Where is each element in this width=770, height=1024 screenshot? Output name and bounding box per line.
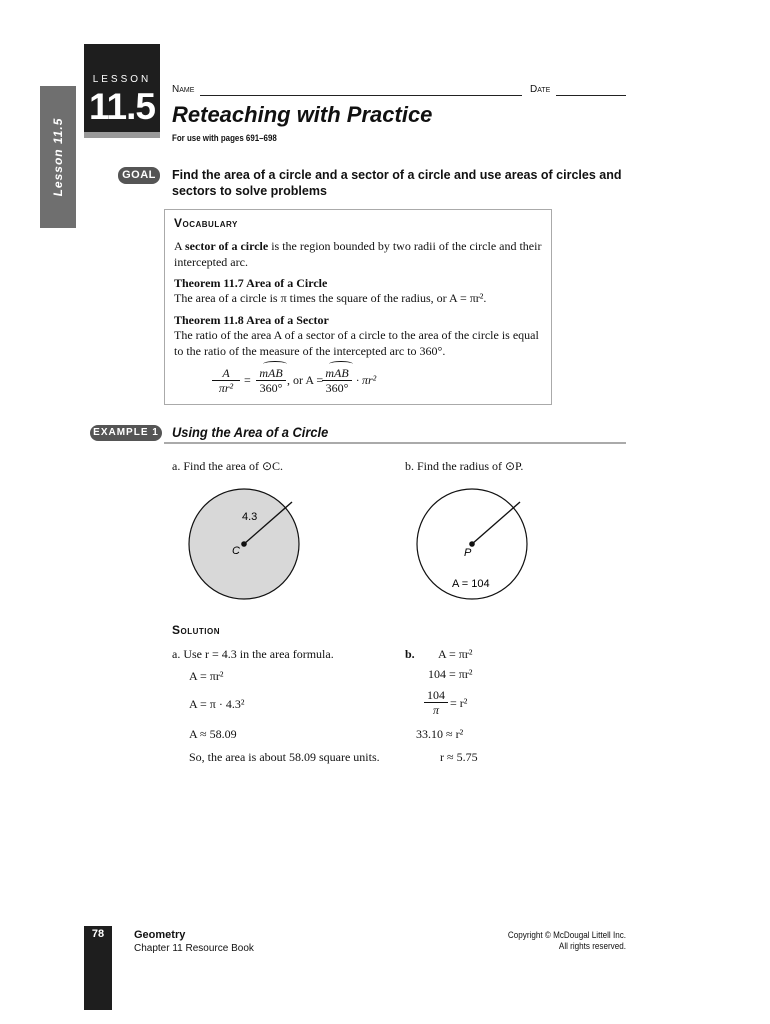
- formula-right-num: mAB: [325, 366, 349, 380]
- formula-lhs-fraction: [212, 366, 240, 395]
- theorem-11-7-text: The area of a circle is π times the square of the radius, or A = πr².: [174, 291, 487, 305]
- footer-book-title: Geometry: [134, 929, 186, 941]
- copyright-line1: Copyright © McDougal Littell Inc.: [507, 930, 626, 940]
- example-title: Using the Area of a Circle: [172, 424, 329, 440]
- date-label: Date: [530, 84, 551, 95]
- circle-p-diagram: [414, 486, 530, 602]
- formula-times-pi-r2: · πr²: [356, 373, 377, 387]
- solution-a-line3: A = π · 4.3²: [189, 697, 245, 711]
- vocabulary-heading: Vocabulary: [174, 216, 238, 230]
- solution-a-line2: A = πr²: [189, 669, 224, 683]
- center-point-p: [469, 541, 475, 547]
- center-label-c: C: [232, 545, 240, 557]
- use-pages-note: For use with pages 691–698: [172, 133, 277, 143]
- formula-equals: =: [244, 373, 251, 387]
- example-rule: [164, 442, 626, 444]
- theorem-11-7-title: Theorem 11.7 Area of a Circle: [174, 276, 328, 290]
- solution-a-line1: a. Use r = 4.3 in the area formula.: [172, 647, 334, 661]
- vocabulary-definition: [174, 238, 546, 270]
- problem-a: a. Find the area of ⊙C.: [172, 459, 284, 473]
- page-number: 78: [91, 928, 105, 940]
- name-field-line: [200, 95, 522, 96]
- circle-c-diagram: [186, 486, 302, 602]
- solution-a-line5: So, the area is about 58.09 square units.: [189, 750, 380, 764]
- footer-copyright: [459, 930, 626, 952]
- side-tab-label: Lesson 11.5: [51, 117, 65, 197]
- problem-b: b. Find the radius of ⊙P.: [405, 459, 524, 473]
- area-label-p: A = 104: [452, 578, 490, 590]
- theorem-11-8-text: The ratio of the area A of a sector of a circle to the area of the circle is equal to the ratio of the measure of the intercepted arc to 360°.: [174, 328, 539, 358]
- solution-a-line4: A ≈ 58.09: [189, 727, 237, 741]
- solution-b-fraction: [424, 688, 448, 717]
- center-point-c: [241, 541, 247, 547]
- lesson-block: [84, 44, 160, 138]
- def-prefix: A: [174, 239, 186, 253]
- formula-mid-num: mAB: [259, 366, 283, 380]
- formula-right-den: 360°: [325, 381, 349, 395]
- solution-b-line3-rhs: = r²: [450, 696, 468, 710]
- side-tab: [40, 86, 76, 228]
- formula-or-text: , or A =: [287, 373, 324, 387]
- solution-b-line1: A = πr²: [438, 647, 473, 661]
- formula-lhs-num: A: [212, 366, 240, 381]
- goal-text: Find the area of a circle and a sector of a circle and use areas of circles and sectors to solve problems: [172, 168, 622, 198]
- name-label: Name: [172, 84, 195, 95]
- example-badge: EXAMPLE 1: [90, 425, 162, 441]
- center-label-p: P: [464, 547, 472, 559]
- radius-label-c: 4.3: [242, 511, 258, 523]
- footer-chapter: Chapter 11 Resource Book: [134, 943, 254, 954]
- formula-right-fraction: [322, 366, 352, 395]
- solution-b-frac-num: 104: [424, 688, 448, 703]
- solution-b-line5: r ≈ 5.75: [440, 750, 478, 764]
- goal-badge: GOAL: [118, 167, 160, 184]
- solution-b-line2: 104 = πr²: [428, 667, 473, 681]
- copyright-line2: All rights reserved.: [558, 941, 626, 951]
- def-term: sector of a circle: [185, 239, 269, 253]
- solution-b-line4: 33.10 ≈ r²: [416, 727, 464, 741]
- page-title: Reteaching with Practice: [172, 102, 433, 127]
- def-rest: is the region bounded by two radii of the circle and their intercepted arc.: [174, 239, 542, 269]
- formula-lhs-den: πr²: [218, 381, 234, 395]
- date-field-line: [556, 95, 626, 96]
- formula-mid-den: 360°: [259, 381, 283, 395]
- solution-b-label: b.: [405, 647, 415, 661]
- theorem-11-8-title: Theorem 11.8 Area of a Sector: [174, 313, 329, 327]
- lesson-number: 11.5: [89, 86, 155, 127]
- solution-heading: Solution: [172, 623, 220, 637]
- solution-b-frac-den: π: [432, 703, 439, 717]
- formula-mid-fraction: [256, 366, 286, 395]
- lesson-label: LESSON: [92, 74, 152, 85]
